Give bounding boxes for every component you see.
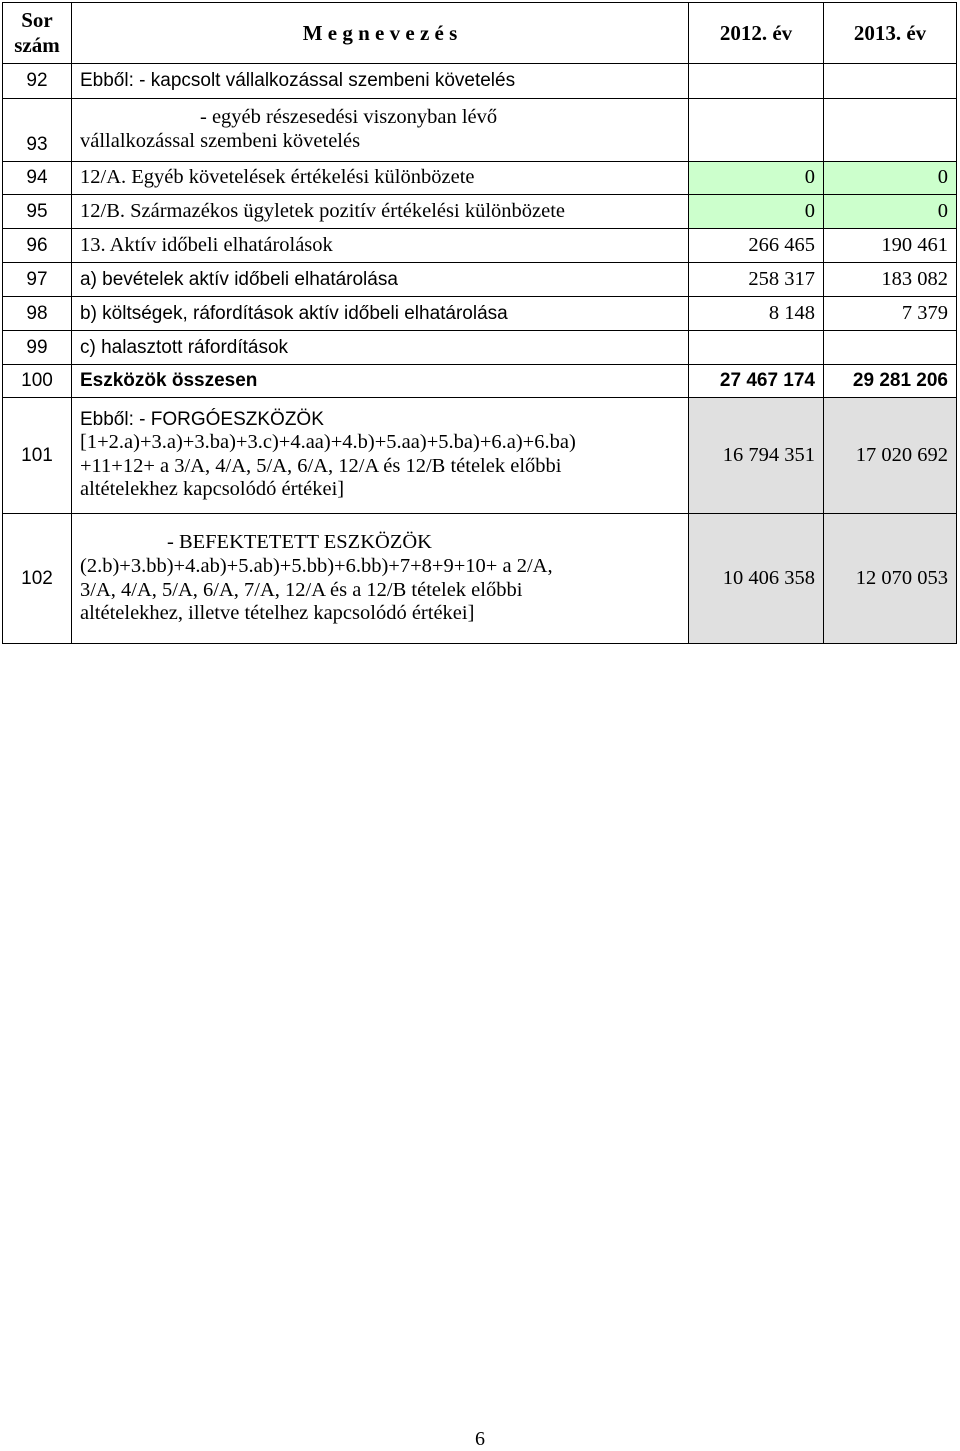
row-name-line: altételekhez kapcsolódó értékei] — [80, 478, 345, 501]
table-row — [3, 229, 957, 263]
value-2013: 12 070 053 — [824, 514, 957, 644]
value-2013: 0 — [824, 162, 957, 195]
row-number: 92 — [3, 64, 72, 99]
row-name-line: - BEFEKTETETT ESZKÖZÖK — [167, 531, 432, 554]
row-name-line: [1+2.a)+3.a)+3.ba)+3.c)+4.aa)+4.b)+5.aa)+5.ba)+6.a)+6.ba) — [80, 431, 576, 454]
table-header-row — [3, 3, 957, 64]
balance-sheet-table — [2, 2, 957, 644]
row-name: 13. Aktív időbeli elhatárolások — [72, 229, 689, 263]
row-name: c) halasztott ráfordítások — [72, 331, 689, 365]
row-name — [72, 99, 689, 162]
value-2012: 8 148 — [689, 297, 824, 331]
table-row — [3, 514, 957, 644]
value-2012: 27 467 174 — [689, 365, 824, 398]
row-number: 102 — [3, 514, 72, 644]
row-name: Eszközök összesen — [72, 365, 689, 398]
table-row — [3, 263, 957, 297]
value-2012: 266 465 — [689, 229, 824, 263]
row-name: b) költségek, ráfordítások aktív időbeli elhatárolása — [72, 297, 689, 331]
table-row — [3, 365, 957, 398]
value-2013: 17 020 692 — [824, 398, 957, 514]
value-2012 — [689, 331, 824, 365]
row-number: 100 — [3, 365, 72, 398]
table-row — [3, 331, 957, 365]
value-2012: 0 — [689, 195, 824, 229]
table-row — [3, 99, 957, 162]
table-row — [3, 64, 957, 99]
table-row — [3, 297, 957, 331]
table-row — [3, 195, 957, 229]
row-name — [72, 514, 689, 644]
row-name-line: Ebből: - FORGÓESZKÖZÖK — [80, 409, 324, 431]
row-name-line: vállalkozással szembeni követelés — [80, 130, 361, 152]
table-row — [3, 398, 957, 514]
value-2013 — [824, 64, 957, 99]
page-number: 6 — [475, 1428, 485, 1450]
row-name-line: altételekhez, illetve tételhez kapcsolódó értékei] — [80, 602, 475, 625]
row-number: 99 — [3, 331, 72, 365]
value-2012 — [689, 99, 824, 162]
header-year-2012: 2012. év — [689, 3, 824, 64]
row-number: 96 — [3, 229, 72, 263]
row-name: a) bevételek aktív időbeli elhatárolása — [72, 263, 689, 297]
row-name-line: +11+12+ a 3/A, 4/A, 5/A, 6/A, 12/A és 12/B tételek előbbi — [80, 454, 562, 477]
row-name: Ebből: - kapcsolt vállalkozással szembeni követelés — [72, 64, 689, 99]
value-2013: 7 379 — [824, 297, 957, 331]
row-name-line: 3/A, 4/A, 5/A, 6/A, 7/A, 12/A és a 12/B tételek előbbi — [80, 578, 523, 601]
table-row — [3, 162, 957, 195]
value-2012: 16 794 351 — [689, 398, 824, 514]
value-2013 — [824, 99, 957, 162]
header-row-number — [3, 3, 72, 64]
value-2012: 0 — [689, 162, 824, 195]
value-2012 — [689, 64, 824, 99]
row-number: 95 — [3, 195, 72, 229]
header-name: M e g n e v e z é s — [72, 3, 689, 64]
row-name: 12/A. Egyéb követelések értékelési különbözete — [72, 162, 689, 195]
header-sor-label: Sor — [21, 7, 53, 32]
row-name-line: (2.b)+3.bb)+4.ab)+5.ab)+5.bb)+6.bb)+7+8+9+10+ a 2/A, — [80, 554, 553, 577]
header-szam-label: szám — [14, 33, 60, 57]
value-2012: 258 317 — [689, 263, 824, 297]
value-2013 — [824, 331, 957, 365]
value-2013: 0 — [824, 195, 957, 229]
row-number: 93 — [3, 99, 72, 162]
row-name-line: - egyéb részesedési viszonyban lévő — [200, 106, 498, 129]
value-2013: 190 461 — [824, 229, 957, 263]
value-2013: 29 281 206 — [824, 365, 957, 398]
row-name: 12/B. Származékos ügyletek pozitív értékelési különbözete — [72, 195, 689, 229]
value-2012: 10 406 358 — [689, 514, 824, 644]
row-number: 94 — [3, 162, 72, 195]
value-2013: 183 082 — [824, 263, 957, 297]
row-number: 98 — [3, 297, 72, 331]
row-number: 97 — [3, 263, 72, 297]
header-year-2013: 2013. év — [824, 3, 957, 64]
row-number: 101 — [3, 398, 72, 514]
row-name — [72, 398, 689, 514]
